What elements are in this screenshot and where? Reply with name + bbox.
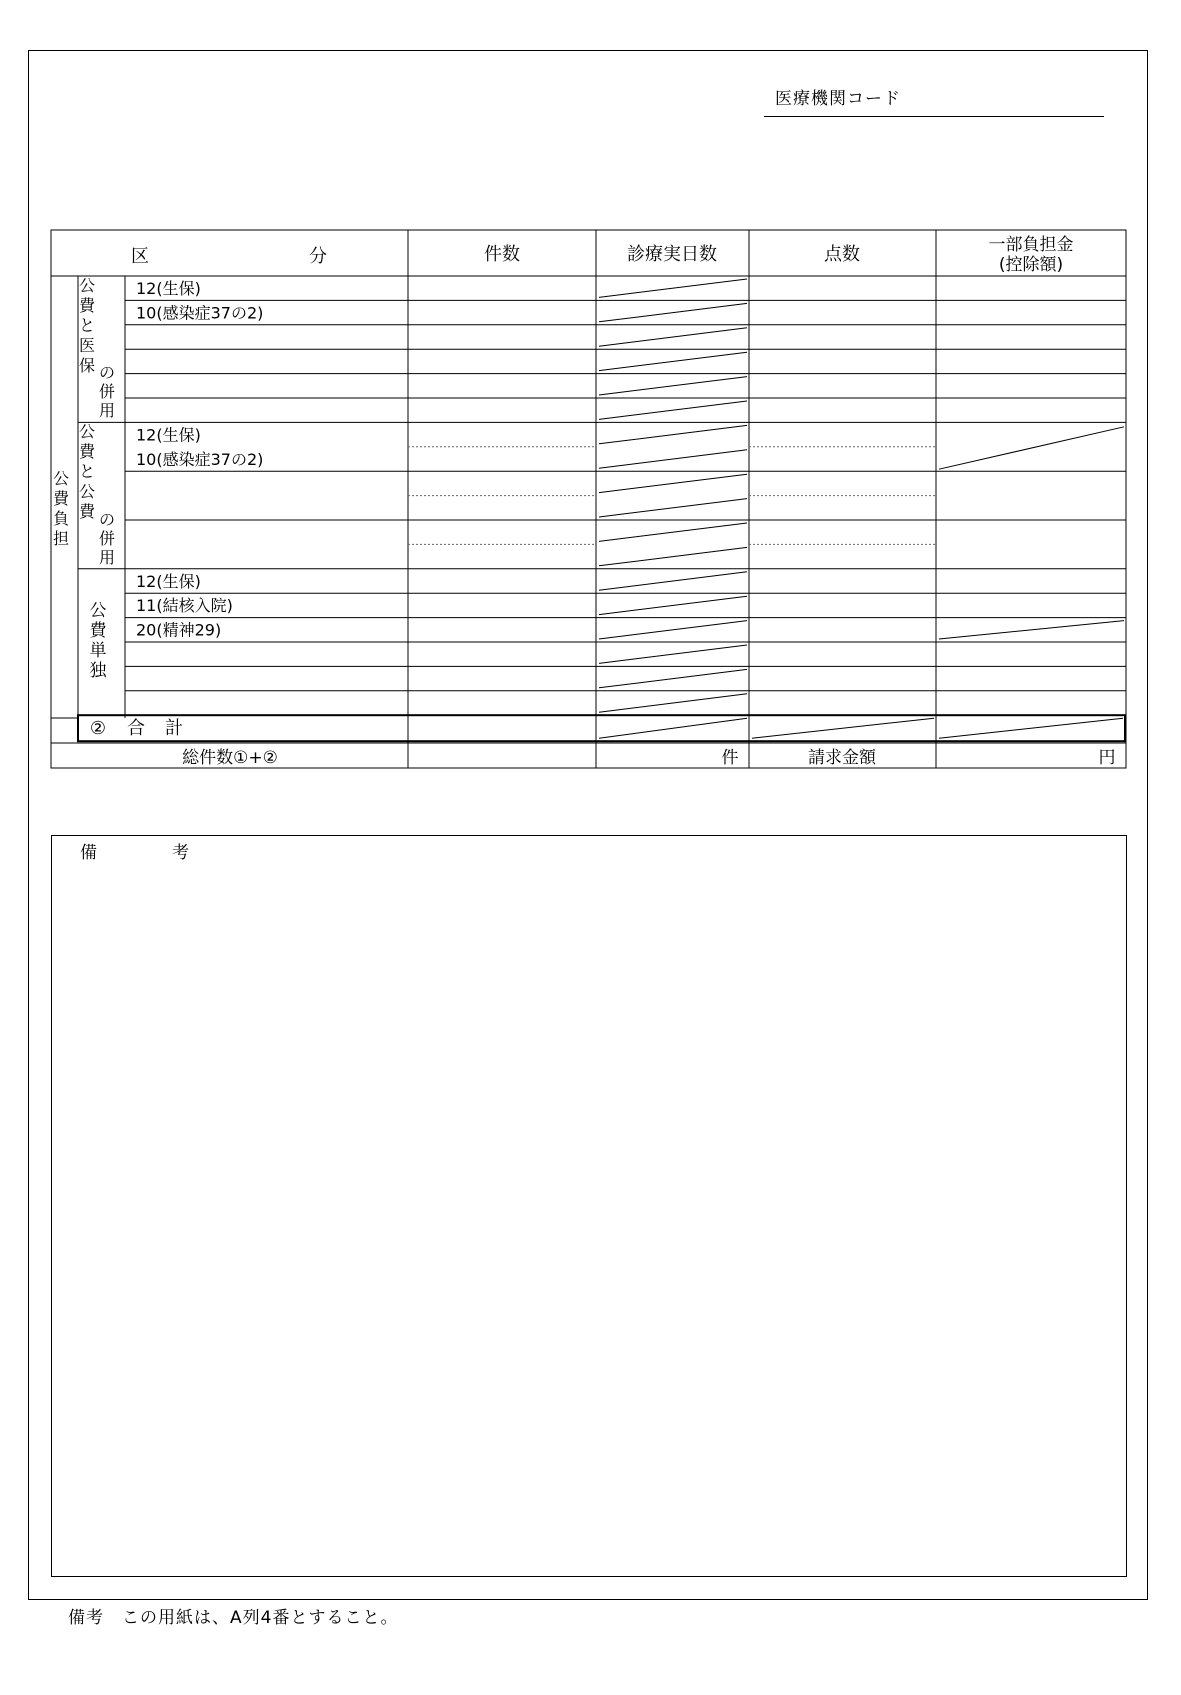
slash-days <box>599 352 747 370</box>
row-label: 12(生保) <box>136 279 201 298</box>
header-points: 点数 <box>824 244 860 265</box>
slash-days <box>599 596 747 614</box>
slash-days <box>599 377 747 395</box>
row-label: 12(生保) <box>136 571 201 591</box>
header-copay-sub: (控除額) <box>998 255 1064 275</box>
group-label: 担 <box>52 529 70 548</box>
slash-subtotal-points <box>752 718 934 738</box>
section2-label-bottom: 併 <box>98 529 116 548</box>
slash-days <box>599 328 747 346</box>
section1-label: 公 <box>78 276 96 295</box>
subtotal-label-2: 計 <box>165 718 183 740</box>
totals-label: 総件数①+② <box>182 748 278 768</box>
yen-unit: 円 <box>1098 748 1116 768</box>
section1-label-bottom: 用 <box>98 401 116 420</box>
group-label: 負 <box>52 509 70 528</box>
header-kubun-1: 区 <box>131 246 149 267</box>
section1-label: 医 <box>78 336 96 355</box>
section1-label: 保 <box>78 356 96 375</box>
section1-label-bottom: 併 <box>98 382 116 401</box>
remarks-box[interactable] <box>51 835 1127 1577</box>
slash-days <box>599 499 747 517</box>
slash-days <box>599 303 747 321</box>
group-label: 費 <box>52 489 70 508</box>
slash-subtotal-copay <box>939 718 1123 738</box>
institution-code-label: 医療機関コード <box>775 89 901 109</box>
slash-copay <box>939 621 1124 639</box>
row-label: 11(結核入院) <box>136 596 233 616</box>
header-kubun-2: 分 <box>309 246 327 267</box>
slash-days <box>599 547 747 565</box>
slash-days <box>599 474 747 492</box>
section2-label: 公 <box>78 482 96 501</box>
header-days: 診療実日数 <box>627 244 717 265</box>
subtotal-box <box>78 715 1125 741</box>
slash-days <box>599 523 747 541</box>
slash-days <box>599 645 747 663</box>
section2-label: 費 <box>78 502 96 521</box>
row-label: 20(精神29) <box>136 620 222 640</box>
row-label: 12(生保) <box>136 425 201 445</box>
remarks-title-2: 考 <box>172 843 189 863</box>
section3-label: 公 <box>89 601 107 621</box>
slash-copay <box>939 427 1124 469</box>
row-label: 10(感染症37の2) <box>136 449 264 469</box>
section2-label-bottom: の <box>98 510 116 529</box>
totals-count-unit: 件 <box>721 748 739 768</box>
section1-label-bottom: の <box>98 363 116 382</box>
header-copay: 一部負担金 <box>988 235 1074 255</box>
subtotal-label-1: 合 <box>127 718 145 740</box>
slash-days <box>599 669 747 687</box>
row-label: 10(感染症37の2) <box>136 303 264 323</box>
section2-label: 費 <box>78 442 96 461</box>
slash-days <box>599 572 747 590</box>
footer-note: 備考 この用紙は、A列4番とすること。 <box>68 1608 399 1628</box>
slash-days <box>599 425 747 443</box>
section2-label: 公 <box>78 422 96 441</box>
section2-label-bottom: 用 <box>98 548 116 567</box>
slash-days <box>599 621 747 639</box>
section3-label: 単 <box>89 641 107 661</box>
section3-label: 独 <box>89 661 107 681</box>
section1-label: 費 <box>78 296 96 315</box>
slash-days <box>599 694 747 712</box>
claim-amount-label: 請求金額 <box>808 748 876 768</box>
remarks-title-1: 備 <box>80 843 97 863</box>
section1-label: と <box>78 316 96 335</box>
slash-days <box>599 450 747 468</box>
group-label: 公 <box>52 469 70 488</box>
section3-label: 費 <box>89 621 107 641</box>
slash-days <box>599 279 747 297</box>
remarks-title <box>80 838 189 863</box>
section2-label: と <box>78 462 96 481</box>
slash-subtotal-days <box>599 718 747 738</box>
subtotal-circle: ② <box>89 718 107 740</box>
slash-days <box>599 401 747 419</box>
header-count: 件数 <box>484 244 520 265</box>
